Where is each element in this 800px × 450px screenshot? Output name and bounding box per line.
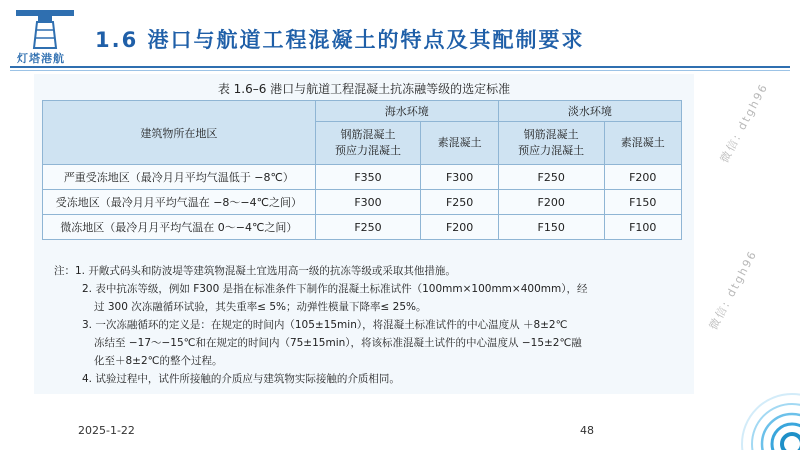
grade-cell: F250 <box>421 190 498 215</box>
freeze-thaw-table <box>42 100 682 240</box>
grade-cell: F350 <box>315 165 421 190</box>
watermark-top: 微信: dtgh96 <box>717 80 771 166</box>
note-text: 1. 开敞式码头和防波堤等建筑物混凝土宜选用高一级的抗冻等级或采取其他措施。 <box>75 265 456 277</box>
logo-text: 灯塔港航 <box>17 52 65 65</box>
lighthouse-logo <box>10 6 80 68</box>
note-prefix: 注： <box>54 265 75 277</box>
note-line: 冻结至 −17～−15℃和在规定的时间内（75±15min），将该标准混凝土试件的中心温度从 −15±2℃融 <box>94 337 582 349</box>
lighthouse-icon <box>10 6 80 50</box>
region-cell: 微冻地区（最冷月月平均气温在 0～−4℃之间） <box>43 215 316 240</box>
title-divider-thin <box>10 70 790 71</box>
grade-cell: F250 <box>498 165 604 190</box>
grade-cell: F200 <box>498 190 604 215</box>
table-notes <box>54 262 674 388</box>
header-fresh-environment: 淡水环境 <box>498 101 681 122</box>
note-line: 3. 一次冻融循环的定义是：在规定的时间内（105±15min），将混凝土标准试件的中心温度从 ＋8±2℃ <box>82 319 568 331</box>
table-row <box>43 215 682 240</box>
header-sea-plain: 素混凝土 <box>421 122 498 165</box>
title-divider <box>10 66 790 68</box>
header-sea-rc-pc: 钢筋混凝土 预应力混凝土 <box>315 122 421 165</box>
page-number: 48 <box>580 424 594 437</box>
grade-cell: F150 <box>604 190 682 215</box>
header-fresh-plain: 素混凝土 <box>604 122 682 165</box>
slide-title: 1.6 港口与航道工程混凝土的特点及其配制要求 <box>95 28 585 52</box>
note-line: 4. 试验过程中，试件所接触的介质应与建筑物实际接触的介质相同。 <box>82 373 400 385</box>
grade-cell: F250 <box>315 215 421 240</box>
grade-cell: F150 <box>498 215 604 240</box>
note-line <box>54 262 674 280</box>
grade-cell: F100 <box>604 215 682 240</box>
grade-cell: F200 <box>421 215 498 240</box>
note-line: 过 300 次冻融循环试验，其失重率≤ 5%；动弹性模量下降率≤ 25%。 <box>94 301 427 313</box>
table-row <box>43 190 682 215</box>
region-cell: 受冻地区（最冷月月平均气温在 −8～−4℃之间） <box>43 190 316 215</box>
region-cell: 严重受冻地区（最冷月月平均气温低于 −8℃） <box>43 165 316 190</box>
table-caption: 表 1.6–6 港口与航道工程混凝土抗冻融等级的选定标准 <box>217 82 511 96</box>
header-sea-environment: 海水环境 <box>315 101 498 122</box>
table-row <box>43 165 682 190</box>
wave-decoration-icon <box>730 378 800 450</box>
grade-cell: F200 <box>604 165 682 190</box>
header-building-location: 建筑物所在地区 <box>43 101 316 165</box>
grade-cell: F300 <box>421 165 498 190</box>
note-line: 2. 表中抗冻等级，例如 F300 是指在标准条件下制作的混凝土标准试件（100mm×100mm×400mm），经 <box>82 283 588 295</box>
grade-cell: F300 <box>315 190 421 215</box>
document-panel <box>34 74 694 394</box>
note-line: 化至＋8±2℃的整个过程。 <box>94 355 223 367</box>
header-fresh-rc-pc: 钢筋混凝土 预应力混凝土 <box>498 122 604 165</box>
watermark-bottom: 微信: dtgh96 <box>706 247 760 333</box>
footer-date: 2025-1-22 <box>78 424 135 437</box>
